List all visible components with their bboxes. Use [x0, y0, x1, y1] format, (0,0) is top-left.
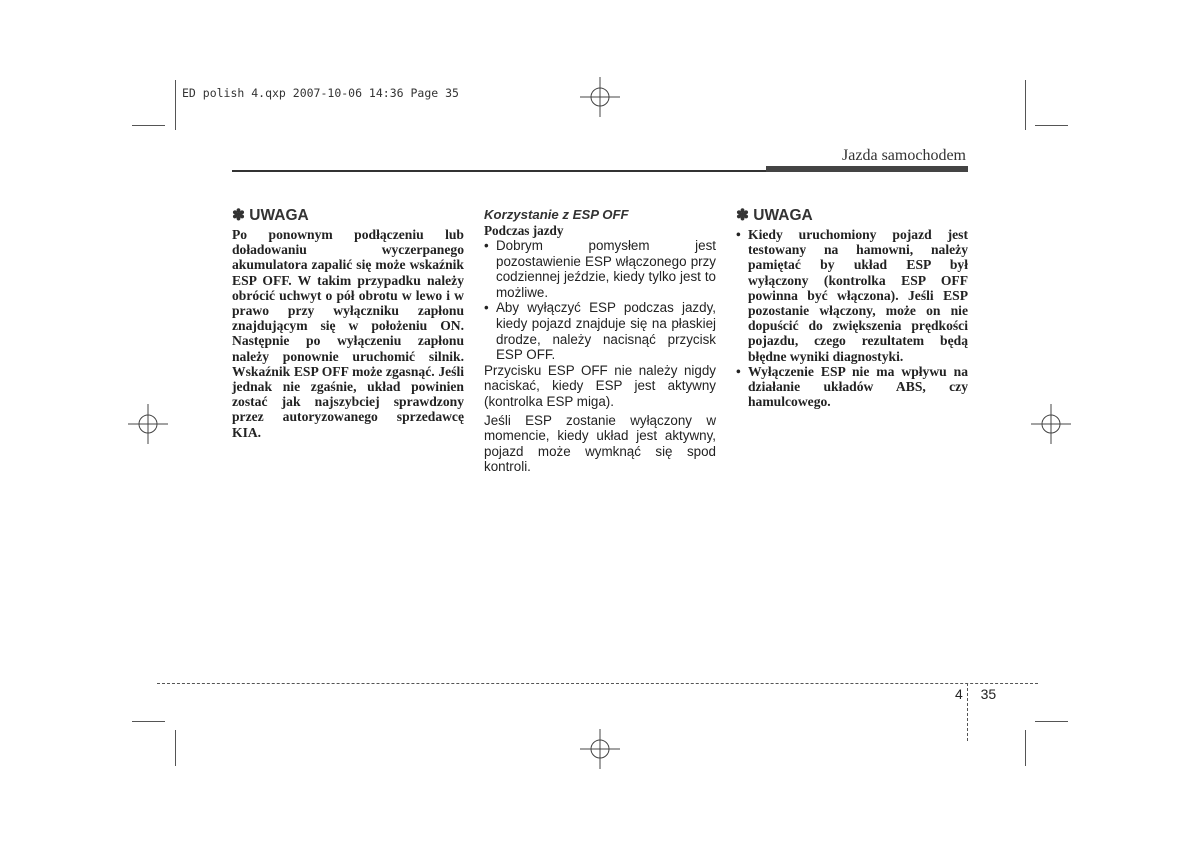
- bullet-list: [484, 238, 716, 363]
- section-title: Korzystanie z ESP OFF: [484, 207, 629, 222]
- paragraph: Jeśli ESP zostanie wyłączony w momencie, kiedy układ jest aktywny, pojazd może wymknąć się spod kontroli.: [484, 412, 716, 475]
- registration-mark-icon: [580, 729, 620, 769]
- footer-rule: [157, 683, 1038, 684]
- print-slug: ED polish 4.qxp 2007-10-06 14:36 Page 35: [182, 86, 459, 100]
- chapter-number: 4: [955, 686, 963, 702]
- crop-mark: [1035, 125, 1068, 126]
- crop-mark: [1025, 80, 1026, 130]
- column-right: [736, 207, 968, 409]
- header-accent-bar: [766, 166, 968, 172]
- paragraph: Przycisku ESP OFF nie należy nigdy naciskać, kiedy ESP jest aktywny (kontrolka ESP miga).: [484, 362, 716, 409]
- running-header-title: Jazda samochodem: [842, 147, 966, 164]
- warning-heading: ✽ UWAGA: [232, 207, 309, 224]
- bullet-list: [736, 227, 968, 409]
- registration-mark-icon: [580, 77, 620, 117]
- registration-mark-icon: [128, 404, 168, 444]
- list-item: • Wyłączenie ESP nie ma wpływu na działanie układów ABS, czy hamulcowego.: [736, 364, 968, 410]
- crop-mark: [175, 730, 176, 766]
- crop-mark: [132, 721, 165, 722]
- page-number: [955, 686, 996, 702]
- subsection-title: Podczas jazdy: [484, 223, 564, 238]
- warning-text: Po ponownym podłączeniu lub doładowaniu wyczerpanego akumulatora zapalić się może wskaźnik ESP OFF. W takim przypadku należy obrócić uchwyt o pół obrotu w lewo i w prawo przy wyłączniku zapłonu znajdującym się w położeniu ON. Następnie po wyłączeniu zapłonu należy ponownie uruchomić silnik. Wskaźnik ESP OFF może zgasnąć. Jeśli jednak nie zgaśnie, układ powinien zostać jak najszybciej sprawdzony przez autoryzowanego sprzedawcę KIA.: [232, 227, 464, 440]
- crop-mark: [1025, 730, 1026, 766]
- list-item: • Kiedy uruchomiony pojazd jest testowany na hamowni, należy pamiętać by układ ESP był wyłączony (kontrolka ESP OFF powinna być włączona). Jeśli ESP pozostanie włączony, może on nie dopuścić do zwiększenia prędkości pojazdu, czego rezultatem będą błędne wyniki diagnostyki.: [736, 227, 968, 364]
- list-item: • Dobrym pomysłem jest pozostawienie ESP włączonego przy codziennej jeździe, kiedy tylko jest to możliwe.: [484, 238, 716, 300]
- crop-mark: [1035, 721, 1068, 722]
- registration-mark-icon: [1031, 404, 1071, 444]
- page-number-value: 35: [980, 686, 997, 702]
- warning-heading: ✽ UWAGA: [736, 207, 813, 224]
- crop-mark: [132, 125, 165, 126]
- column-middle: [484, 207, 716, 475]
- list-item: • Aby wyłączyć ESP podczas jazdy, kiedy pojazd znajduje się na płaskiej drodze, należy nacisnąć przycisk ESP OFF.: [484, 300, 716, 362]
- crop-mark: [175, 80, 176, 130]
- column-left: [232, 207, 464, 440]
